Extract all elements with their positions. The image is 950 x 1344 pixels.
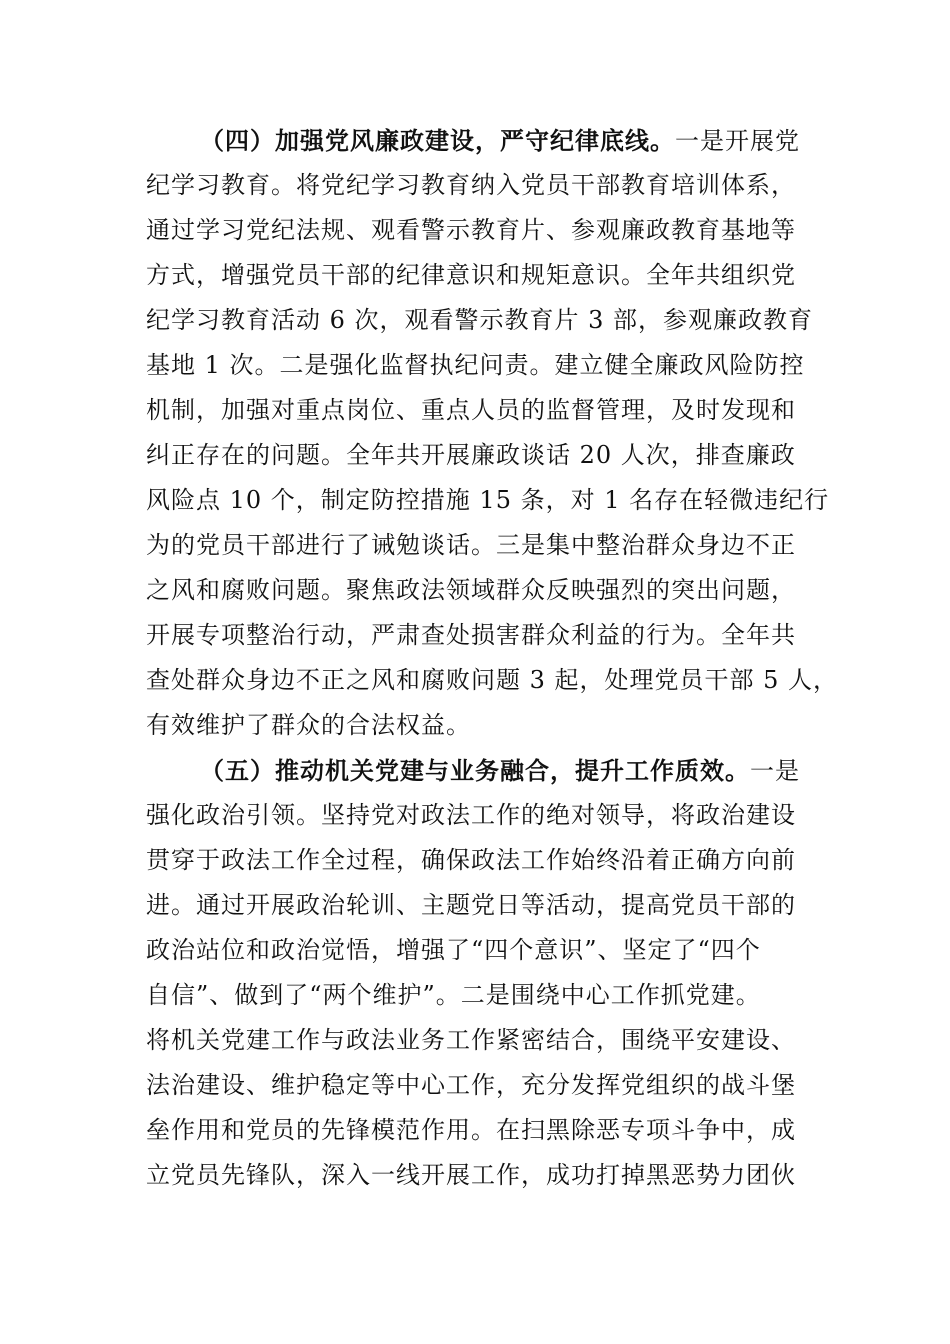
paragraph-line: 进。通过开展政治轮训、主题党日等活动，提高党员干部的 bbox=[146, 891, 796, 919]
paragraph-4 bbox=[146, 118, 839, 748]
paragraph-line: 查处群众身边不正之风和腐败问题 3 起，处理党员干部 5 人， bbox=[146, 666, 839, 694]
paragraph-line: 贯穿于政法工作全过程，确保政法工作始终沿着正确方向前 bbox=[146, 846, 796, 874]
paragraph-line: 垒作用和党员的先锋模范作用。在扫黑除恶专项斗争中，成 bbox=[146, 1116, 796, 1144]
paragraph-line: 基地 1 次。二是强化监督执纪问责。建立健全廉政风险防控 bbox=[146, 351, 805, 379]
paragraph-text: 一是 bbox=[750, 757, 800, 785]
paragraph-line: 方式，增强党员干部的纪律意识和规矩意识。全年共组织党 bbox=[146, 261, 796, 289]
paragraph-line: 纪学习教育。将党纪学习教育纳入党员干部教育培训体系， bbox=[146, 171, 796, 199]
paragraph-line: 立党员先锋队，深入一线开展工作，成功打掉黑恶势力团伙 bbox=[146, 1161, 796, 1189]
paragraph-line: 之风和腐败问题。聚焦政法领域群众反映强烈的突出问题， bbox=[146, 576, 796, 604]
paragraph-line: 纠正存在的问题。全年共开展廉政谈话 20 人次，排查廉政 bbox=[146, 441, 796, 469]
paragraph-line: 强化政治引领。坚持党对政法工作的绝对领导，将政治建设 bbox=[146, 801, 796, 829]
paragraph-heading: （五）推动机关党建与业务融合，提升工作质效。 bbox=[200, 756, 750, 785]
paragraph-line: 机制，加强对重点岗位、重点人员的监督管理，及时发现和 bbox=[146, 396, 796, 424]
paragraph-line: 纪学习教育活动 6 次，观看警示教育片 3 部，参观廉政教育 bbox=[146, 306, 814, 334]
document-body bbox=[146, 118, 839, 1198]
paragraph-heading: （四）加强党风廉政建设，严守纪律底线。 bbox=[200, 126, 675, 155]
paragraph-text: 一是开展党 bbox=[675, 127, 800, 155]
paragraph-line: 开展专项整治行动，严肃查处损害群众利益的行为。全年共 bbox=[146, 621, 796, 649]
paragraph-line: 为的党员干部进行了诫勉谈话。三是集中整治群众身边不正 bbox=[146, 531, 796, 559]
paragraph-line: 风险点 10 个，制定防控措施 15 条，对 1 名存在轻微违纪行 bbox=[146, 486, 830, 514]
paragraph-line: 将机关党建工作与政法业务工作紧密结合，围绕平安建设、 bbox=[146, 1026, 796, 1054]
paragraph-5 bbox=[146, 748, 818, 1198]
paragraph-line: 法治建设、维护稳定等中心工作，充分发挥党组织的战斗堡 bbox=[146, 1071, 796, 1099]
paragraph-line bbox=[146, 748, 818, 793]
paragraph-line: 有效维护了群众的合法权益。 bbox=[146, 711, 471, 739]
paragraph-line bbox=[146, 118, 818, 163]
paragraph-line: 自信”、做到了“两个维护”。二是围绕中心工作抓党建。 bbox=[146, 981, 761, 1009]
paragraph-line: 通过学习党纪法规、观看警示教育片、参观廉政教育基地等 bbox=[146, 216, 796, 244]
paragraph-line: 政治站位和政治觉悟，增强了“四个意识”、坚定了“四个 bbox=[146, 936, 761, 964]
